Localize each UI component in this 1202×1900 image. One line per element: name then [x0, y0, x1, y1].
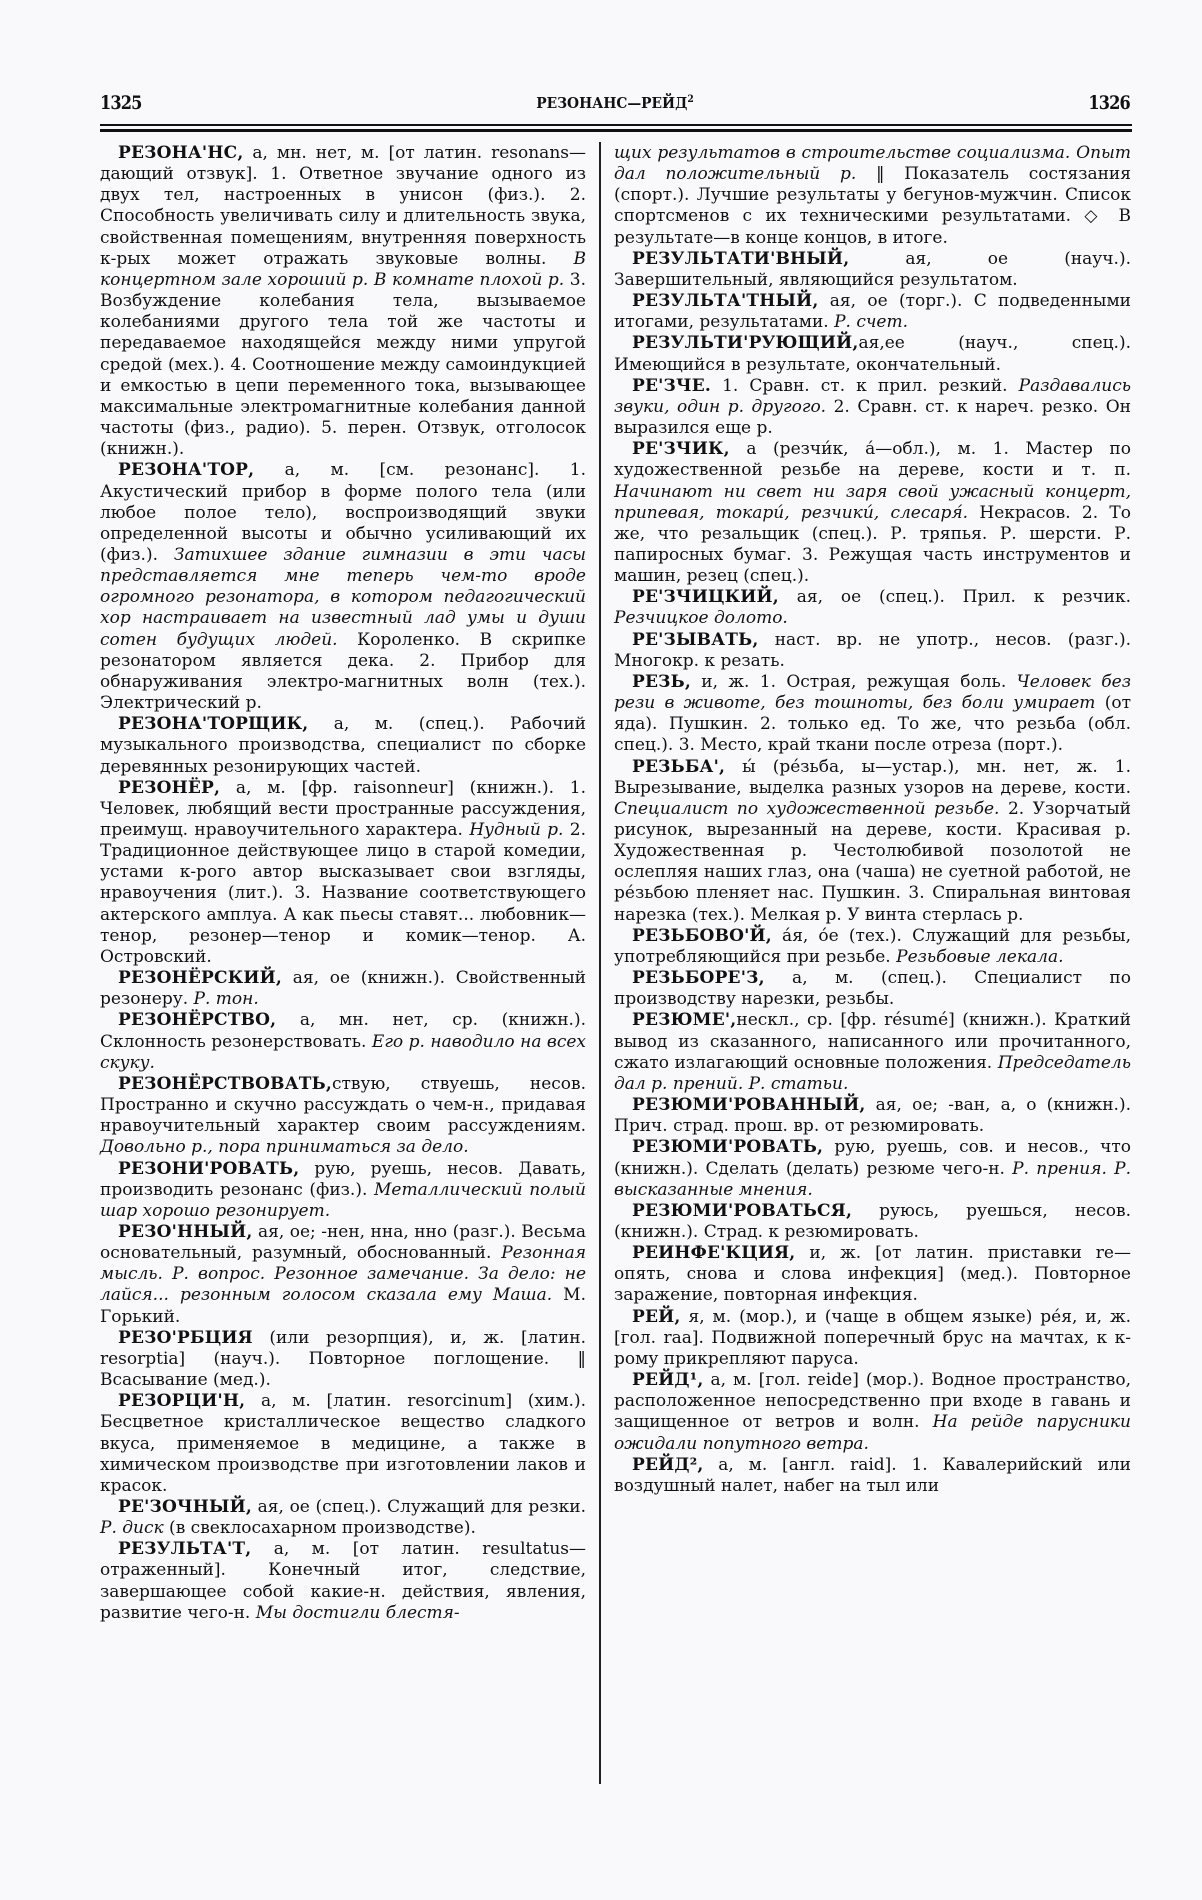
- headword: РЕЗЮМИ'РОВАТЬ,: [632, 1137, 824, 1158]
- example-text: Резонная мысль. Р. вопрос. Резонное замечание. За дело: не лайся... резонным голосом сказала ему Маша.: [100, 1243, 586, 1306]
- headword: РЕ'ЗЧИК,: [632, 439, 730, 460]
- left-column: [100, 143, 586, 1624]
- definition-text: а, м. (спец.). Специалист по производству нарезки, резьбы.: [614, 968, 1131, 1010]
- headword: РЕЗУЛЬТИ'РУЮЩИЙ,: [632, 333, 859, 354]
- example-text: Довольно р., пора приниматься за дело.: [100, 1137, 469, 1158]
- headword: РЕЗУЛЬТА'ТНЫЙ,: [632, 291, 819, 312]
- dictionary-entry: [614, 291, 1131, 333]
- dictionary-entry: [100, 1222, 586, 1328]
- running-head: РЕЗОНАНС—РЕЙД$^2$: [536, 94, 694, 112]
- definition-text: а, м. (спец.). Рабочий музыкального производства, специалист по сборке деревянных резонирующих частей.: [100, 714, 586, 777]
- dictionary-entry: [614, 630, 1131, 672]
- definition-text: 2. Узорчатый рисунок, вырезанный на дереве, кости. Красивая р. Художественная р. Честолюбивой позолотой не ослепляя наших глаз, она (чаша) не суетной работой, не ре́зьбою пленяет нас. Пушкин. 3. Спиральная винтовая нарезка (тех.). Мелкая р. У винта стерлась р.: [614, 798, 1131, 925]
- dictionary-entry: [100, 778, 586, 968]
- dictionary-entry: [100, 143, 586, 460]
- headword: РЕЗУЛЬТА'Т,: [118, 1539, 252, 1560]
- dictionary-entry: [614, 1455, 1131, 1497]
- headword: РЕЗЬБОРЕ'З,: [632, 968, 765, 989]
- definition-text: Некрасов. 2. То же, что резальщик (спец.). Р. тряпья. Р. шерсти. Р. папиросных бумаг. 3. Режущая часть инструментов и машин, резец (спец.).: [614, 502, 1131, 587]
- dictionary-entry: [614, 1243, 1131, 1306]
- dictionary-entry: [100, 714, 586, 777]
- headword: РЕЗОНЁРСКИЙ,: [118, 968, 283, 989]
- definition-text: рую, руешь, сов. и несов., что (книжн.). Сделать (делать) резюме чего-н.: [614, 1137, 1131, 1179]
- headword: РЕЗОНА'НС,: [118, 143, 244, 163]
- definition-text: а, м. [см. резонанс]. 1. Акустический прибор в форме полого тела (или любое полое тело), воспроизводящий звуки определенной высоты и обычно усиливающий их (физ.).: [100, 460, 586, 565]
- example-text: Металлический полый шар хорошо резонирует.: [100, 1179, 586, 1221]
- column-divider: [599, 142, 601, 1784]
- definition-text: и, ж. [от латин. приставки re—опять, снова и слова инфекция] (мед.). Повторное заражение, повторная инфекция.: [614, 1243, 1131, 1306]
- definition-text: ‖ Показатель состязания (спорт.). Лучшие результаты у бегунов-мужчин. Список спортсменов с их техническими результатами. ◇ В результате—в конце концов, в итоге.: [614, 164, 1131, 248]
- definition-text: ая, ое (торг.). С подведенными итогами, результатами.: [614, 291, 1131, 333]
- headword: РЕ'ЗОЧНЫЙ,: [118, 1497, 253, 1517]
- example-text: Р. тон.: [193, 989, 259, 1010]
- definition-text: 3. Возбуждение колебания тела, вызываемое колебаниями другого тела той же частоты и передаваемое находящейся между ними упругой средой (мех.). 4. Соотношение между самоиндукцией и емкостью в цепи переменного тока, вызывающее максимальные электромагнитные колебания данной частоты (физ., радио). 5. перен. Отзвук, отголосок (книжн.).: [100, 269, 587, 460]
- headword: РЕЗЬБОВО'Й,: [632, 925, 772, 946]
- dictionary-entry: [614, 672, 1131, 757]
- dictionary-entry: [614, 1307, 1131, 1370]
- example-text: Раздавались звуки, один р. другого.: [614, 375, 1131, 417]
- definition-text: (или резорпция), и, ж. [латин. resorptia] (науч.). Повторное поглощение. ‖ Всасывание (мед.).: [100, 1327, 586, 1391]
- definition-text: и, ж. 1. Острая, режущая боль.: [690, 671, 1017, 692]
- headword: РЕЗОРЦИ'Н,: [118, 1391, 246, 1412]
- dictionary-entry: [614, 587, 1131, 629]
- example-text: Мы достигли блестя-: [255, 1602, 460, 1623]
- definition-text: (от яда). Пушкин. 2. только ед. То же, что резьба (обл. спец.). 3. Место, край ткани после отреза (порт.).: [614, 693, 1131, 756]
- headword: РЕЗО'ННЫЙ,: [118, 1221, 253, 1242]
- definition-text: а (резчи́к, а́—обл.), м. 1. Мастер по художественной резьбе на дереве, кости и т. п.: [614, 439, 1131, 481]
- headword: РЕЗОНА'ТОР,: [118, 460, 255, 481]
- example-text: Р. диск: [100, 1518, 164, 1539]
- example-text: Специалист по художественной резьбе.: [614, 798, 1000, 819]
- dictionary-entry: [100, 460, 586, 714]
- definition-text: ая, ое (спец.). Прил. к резчик.: [778, 587, 1131, 608]
- dictionary-entry: [100, 1328, 586, 1391]
- definition-text: а, м. [англ. raid]. 1. Кавалерийский или воздушный налет, набег на тыл или: [614, 1454, 1131, 1496]
- page-header: [100, 92, 1130, 122]
- headword: РЕЗЬБА',: [632, 756, 726, 777]
- headword: РЕЗО'РБЦИЯ: [118, 1327, 253, 1348]
- example-text: Затихшее здание гимназии в эти часы представляется мне теперь чем-то вроде огромного резонатора, в котором педагогический хор настраивает на известный лад умы и души сотен будущих людей.: [100, 544, 586, 650]
- example-text: Р. счет.: [834, 312, 909, 333]
- dictionary-entry: [100, 1391, 586, 1497]
- example-text: Резчицкое долото.: [614, 608, 788, 629]
- definition-text: а, м. [фр. raisonneur] (книжн.). 1. Человек, любящий вести пространные рассуждения, преимущ. нравоучительного характера.: [100, 777, 586, 840]
- headword: РЕЙД¹,: [632, 1370, 704, 1391]
- example-text: На рейде парусники ожидали попутного ветра.: [614, 1412, 1131, 1454]
- definition-text: М. Горький.: [100, 1285, 586, 1327]
- example-text: Человек без рези в животе, без тошноты, без боли умирает: [614, 671, 1132, 714]
- example-text: щих результатов в строительстве социализма. Опыт дал положительный р.: [614, 143, 1131, 185]
- example-text: Председатель дал р. прений. Р. статьи.: [614, 1052, 1131, 1094]
- definition-text: ая, ое; -ван, а, о (книжн.). Прич. страд. прош. вр. от резюмировать.: [614, 1095, 1131, 1137]
- definition-text: нескл., ср. [фр. résumé] (книжн.). Краткий вывод из сказанного, написанного или прочитанного, сжато излагающий основные положения.: [614, 1010, 1131, 1073]
- definition-text: а, м. [гол. reide] (мор.). Водное пространство, расположенное непосредственно при входе в гавань и защищенное от ветров и волн.: [614, 1370, 1131, 1433]
- example-text: Р. прения. Р. высказанные мнения.: [614, 1158, 1131, 1200]
- dictionary-entry: [614, 1137, 1131, 1200]
- dictionary-entry: [614, 249, 1131, 291]
- dictionary-entry: [614, 376, 1131, 439]
- page-number-left: 1325: [100, 92, 142, 114]
- definition-text: а́я, о́е (тех.). Служащий для резьбы, употребляющийся при резьбе.: [614, 925, 1131, 967]
- headword: РЕ'ЗЧИЦКИЙ,: [632, 587, 779, 608]
- headword: РЕЙД²,: [632, 1454, 704, 1475]
- definition-text: ствую, ствуешь, несов. Пространно и скучно рассуждать о чем-н., придавая нравоучительный характер своим рассуждениям.: [100, 1073, 586, 1137]
- headword: РЕЗОНЁР,: [118, 777, 221, 798]
- definition-text: 2. Традиционное действующее лицо в старой комедии, устами к-рого автор высказывает свои взгляды, нравоучения (лит.). 3. Название соответствующего актерского амплуа. А как пьесы ставят... любовник—тенор, резонер—тенор и комик—тенор. А. Островский.: [100, 820, 586, 967]
- definition-text: ы́ (ре́зьба, ы—устар.), мн. нет, ж. 1. Вырезывание, выделка разных узоров на дереве, кости.: [614, 756, 1131, 798]
- headword: РЕЗУЛЬТАТИ'ВНЫЙ,: [632, 248, 850, 269]
- dictionary-entry: [614, 143, 1131, 249]
- definition-text: а, м. [от латин. resultatus—отраженный]. Конечный итог, следствие, завершающее собой какие-н. действия, явления, развитие чего-н.: [100, 1539, 586, 1623]
- definition-text: руюсь, руешься, несов. (книжн.). Страд. к резюмировать.: [614, 1200, 1131, 1242]
- definition-text: а, мн. нет, м. [от латин. resonans—дающий отзвук]. 1. Ответное звучание одного из двух тел, настроенных в унисон (физ.). 2. Способность увеличивать силу и длительность звука, свойственная помещениям, внутренняя поверхность к-рых может отражать звуковые волны.: [100, 143, 586, 269]
- header-rule-thin: [100, 124, 1132, 126]
- headword: РЕ'ЗЧЕ.: [632, 375, 712, 396]
- example-text: Нудный р.: [469, 820, 564, 840]
- definition-text: ая, ое; -нен, нна, нно (разг.). Весьма основательный, разумный, обоснованный.: [100, 1221, 586, 1264]
- example-text: Начинают ни свет ни заря свой ужасный концерт, припевая, токари́, резчики́, слесаря́.: [614, 481, 1131, 523]
- headword: РЕЗЮМИ'РОВАТЬСЯ,: [632, 1200, 853, 1221]
- definition-text: наст. вр. не употр., несов. (разг.). Многокр. к резать.: [614, 629, 1131, 671]
- dictionary-entry: [614, 1095, 1131, 1137]
- definition-text: а, мн. нет, ср. (книжн.). Склонность резонерствовать.: [100, 1010, 586, 1052]
- headword: РЕЗОНЁРСТВОВАТЬ,: [118, 1073, 332, 1094]
- headword: РЕЙ,: [632, 1306, 681, 1327]
- dictionary-entry: [100, 1010, 586, 1073]
- dictionary-entry: [614, 968, 1131, 1010]
- definition-text: 2. Сравн. ст. к нареч. резко. Он выразился еще р.: [614, 396, 1131, 439]
- headword: РЕЗЮМИ'РОВАННЫЙ,: [632, 1095, 866, 1116]
- dictionary-entry: [100, 1074, 586, 1159]
- dictionary-entry: [100, 1159, 586, 1222]
- dictionary-entry: [614, 439, 1131, 587]
- dictionary-entry: [100, 1539, 586, 1624]
- dictionary-entry: [100, 968, 586, 1010]
- headword: РЕ'ЗЫВАТЬ,: [632, 629, 759, 650]
- definition-text: рую, руешь, несов. Давать, производить резонанс (физ.).: [100, 1158, 586, 1200]
- definition-text: Короленко. В скрипке резонатором является дека. 2. Прибор для обнаруживания электро-магнитных волн (тех.). Электрический р.: [100, 629, 586, 714]
- running-head-superscript: 2: [687, 94, 694, 105]
- headword: РЕЗЮМЕ',: [632, 1010, 737, 1031]
- headword: РЕЗЬ,: [632, 671, 691, 692]
- dictionary-entry: [614, 926, 1131, 968]
- example-text: Резьбовые лекала.: [896, 946, 1064, 967]
- dictionary-entry: [614, 1201, 1131, 1243]
- right-column: [614, 143, 1131, 1497]
- definition-text: ая, ое (науч.). Завершительный, являющийся результатом.: [614, 248, 1131, 290]
- dictionary-entry: [614, 1010, 1131, 1095]
- dictionary-entry: [614, 757, 1131, 926]
- dictionary-entry: [614, 333, 1131, 375]
- definition-text: (в свеклосахарном производстве).: [163, 1518, 476, 1539]
- definition-text: я, м. (мор.), и (чаще в общем языке) ре́я, и, ж. [гол. raa]. Подвижной поперечный брус на мачтах, к к-рому прикрепляют паруса.: [614, 1306, 1131, 1369]
- dictionary-entry: [614, 1370, 1131, 1455]
- definition-text: ая,ее (науч., спец.). Имеющийся в результате, окончательный.: [614, 333, 1131, 375]
- header-rule-thick: [100, 129, 1132, 132]
- dictionary-entry: [100, 1497, 586, 1539]
- headword: РЕЗОНЁРСТВО,: [118, 1010, 277, 1031]
- example-text: В концертном зале хороший р. В комнате плохой р.: [100, 248, 586, 290]
- headword: РЕЗОНА'ТОРЩИК,: [118, 714, 309, 735]
- definition-text: а, м. [латин. resorcinum] (хим.). Бесцветное кристаллическое вещество сладкого вкуса, применяемое в медицине, а также в химическом производстве при изготовлении лаков и красок.: [100, 1391, 586, 1496]
- headword: РЕИНФЕ'КЦИЯ,: [632, 1243, 796, 1264]
- page-number-right: 1326: [1088, 92, 1130, 114]
- headword: РЕЗОНИ'РОВАТЬ,: [118, 1158, 300, 1179]
- definition-text: ая, ое (спец.). Служащий для резки.: [252, 1497, 586, 1517]
- definition-text: 1. Сравн. ст. к прил. резкий.: [711, 375, 1019, 396]
- example-text: Его р. наводило на всех скуку.: [100, 1031, 586, 1073]
- definition-text: ая, ое (книжн.). Свойственный резонеру.: [100, 968, 586, 1010]
